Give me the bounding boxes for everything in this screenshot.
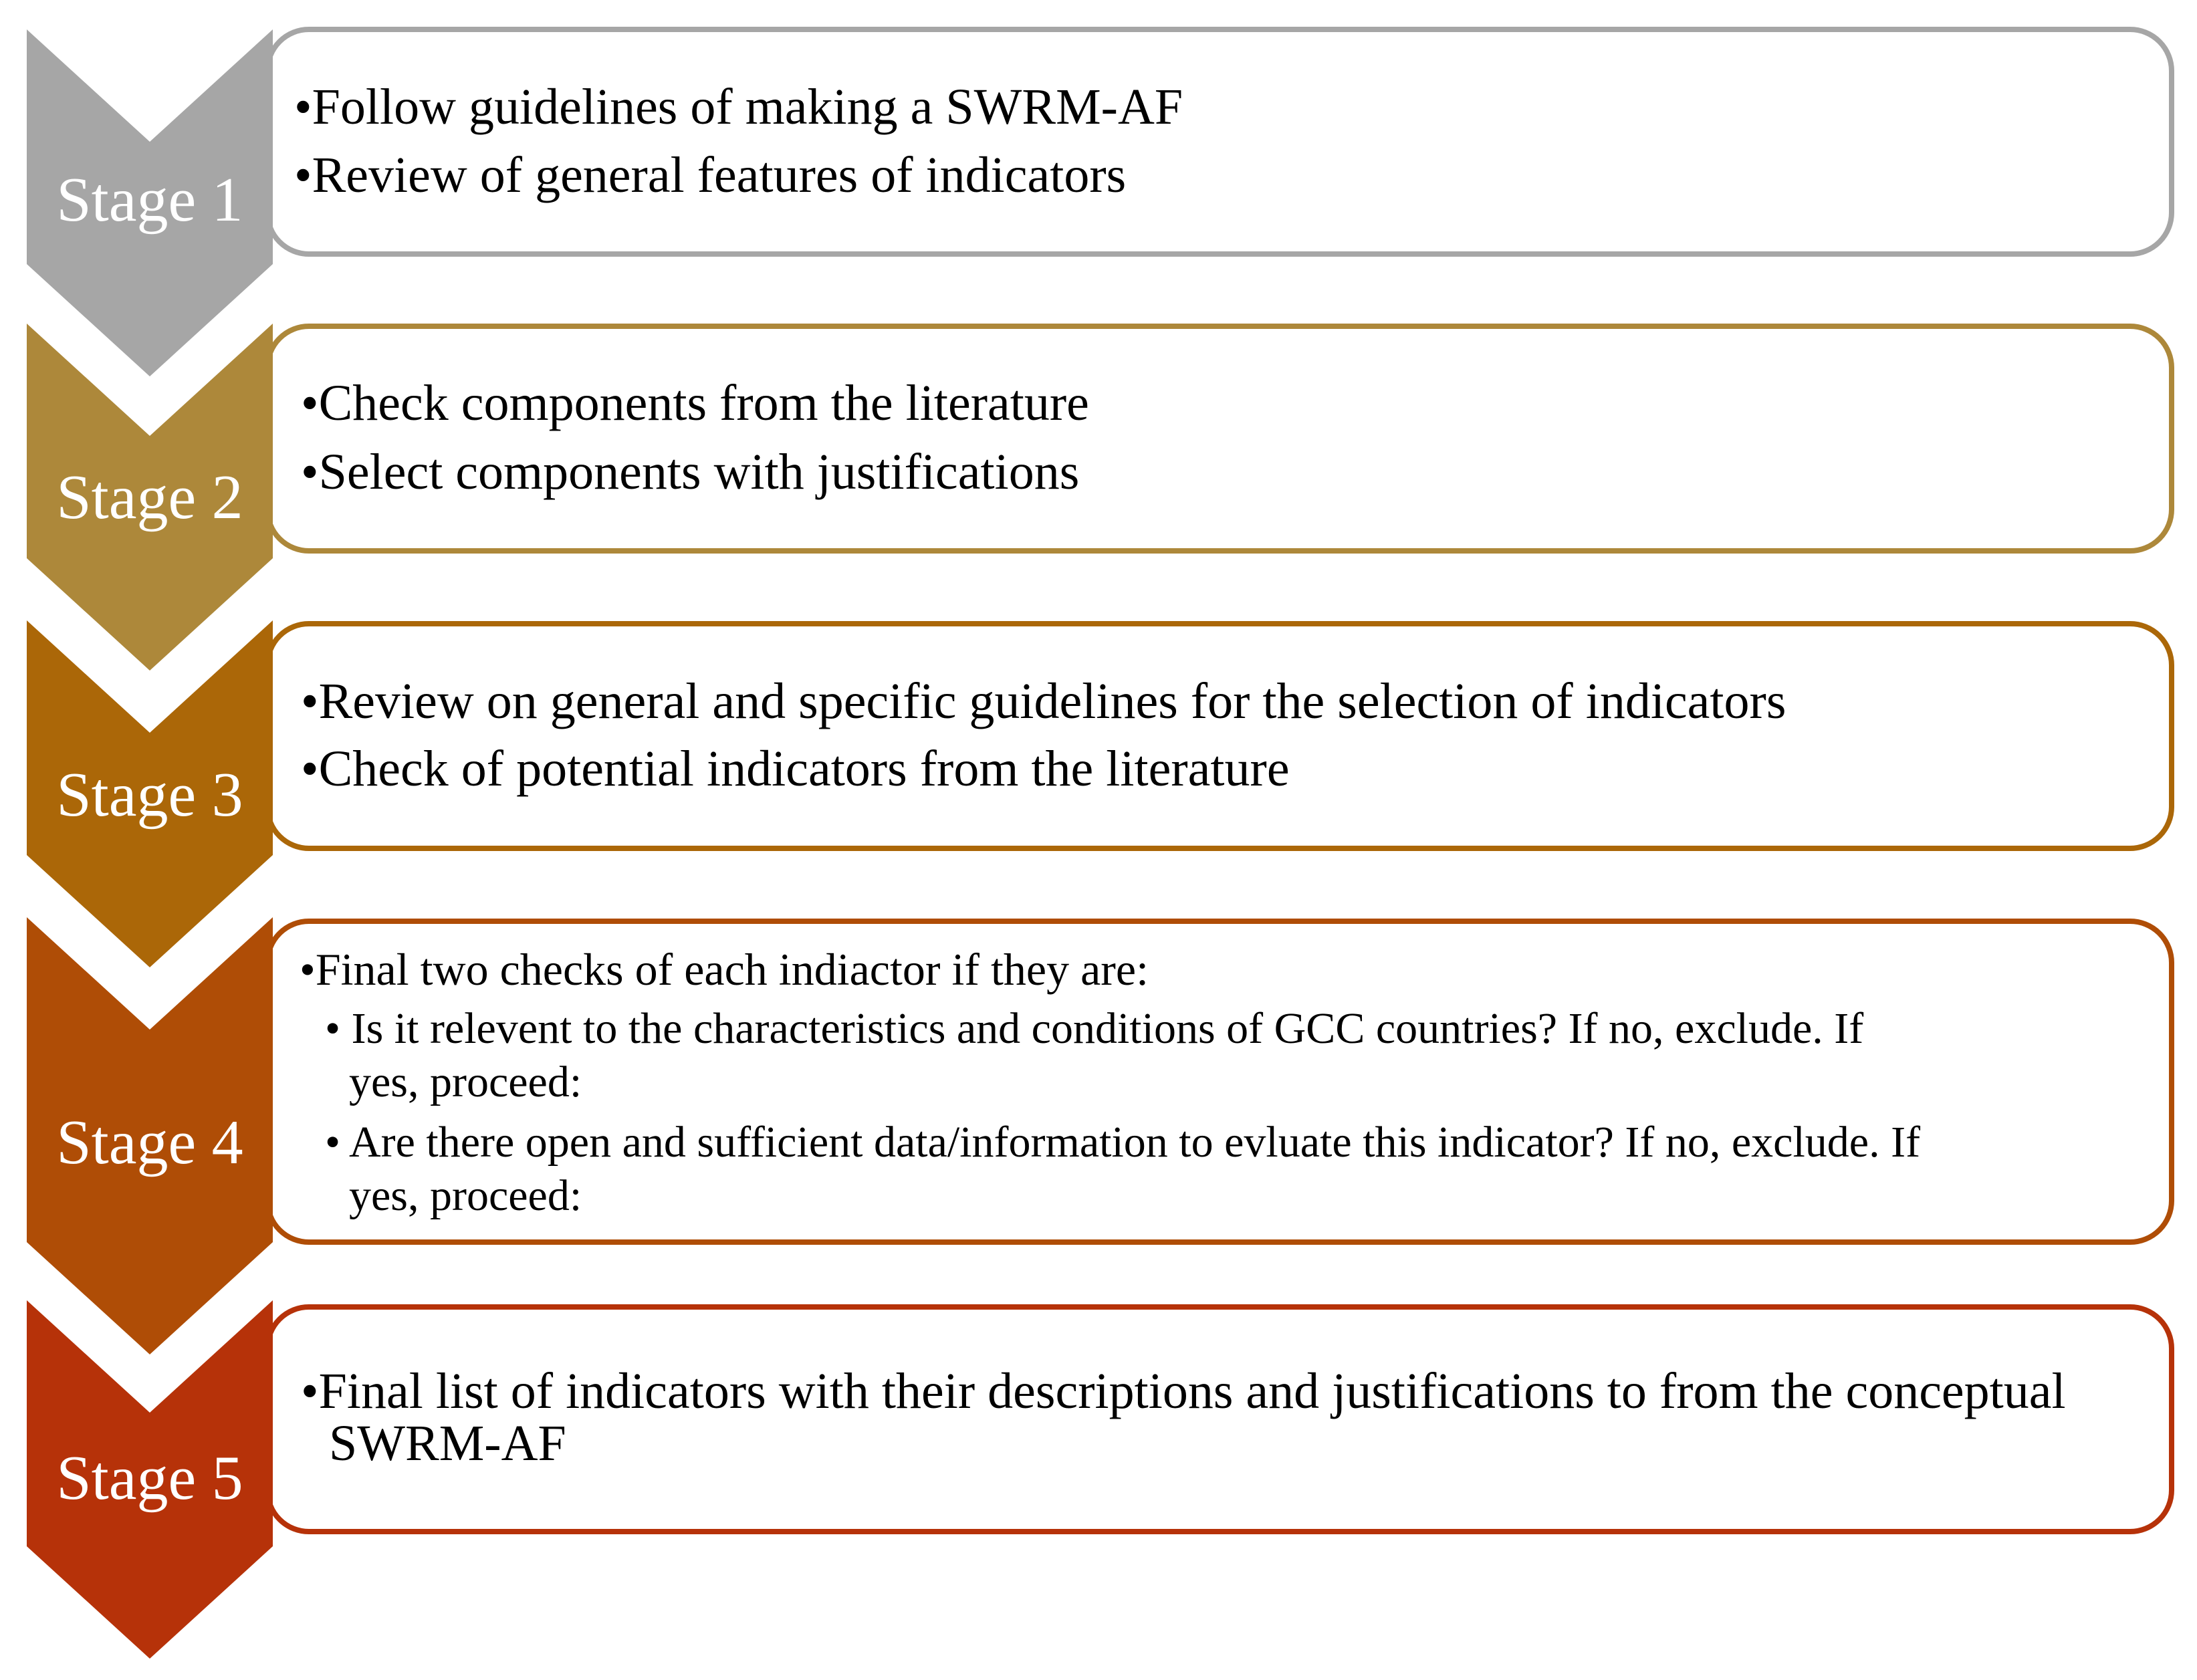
stage-3-bullet-2: •Check of potential indicators from the literature	[301, 741, 1290, 797]
sub-bullet-1-text: Is it relevent to the characteristics and conditions of GCC countries? If no, exclude. If	[351, 1004, 1864, 1053]
stage-1-bullet-1: •Follow guidelines of making a SWRM-AF	[294, 79, 1183, 135]
wrapped-line: yes, proceed:	[349, 1058, 582, 1106]
wrapped-line: yes, proceed:	[349, 1171, 582, 1220]
stage-2-bullet-2: •Select components with justifications	[301, 444, 1080, 500]
stage-3-label: Stage 3	[56, 760, 243, 830]
bullet-dot: •	[294, 79, 312, 135]
bullet-dot: •	[294, 147, 312, 203]
sub-bullet-2-text: Are there open and sufficient data/information to evluate this indicator? If no, exclude. If	[348, 1118, 1921, 1167]
stage-1-bullet-2: •Review of general features of indicators	[294, 147, 1127, 203]
bullet-dot: •	[300, 944, 316, 995]
stage-5	[27, 1300, 2172, 1659]
wrapped-line: SWRM-AF	[329, 1415, 566, 1471]
stage-1-label: Stage 1	[56, 165, 243, 235]
stage-2-label: Stage 2	[56, 463, 243, 532]
bullet-dot: •	[301, 673, 319, 729]
bullet-dot: •	[301, 741, 319, 797]
stage-5-bullet-text: Final list of indicators with their descriptions and justifications to from the conceptual	[318, 1363, 2066, 1419]
bullet-dot: •	[301, 444, 319, 500]
stage-2	[27, 324, 2172, 671]
stage-2-box	[267, 326, 2172, 551]
bullet-dot: •	[325, 1004, 352, 1053]
stage-3-box	[267, 624, 2172, 848]
bullet-dot: •	[325, 1118, 349, 1167]
stage-4-label: Stage 4	[56, 1108, 243, 1177]
stage-3	[27, 620, 2172, 967]
stage-1-box	[267, 29, 2172, 254]
stage-5-label: Stage 5	[56, 1443, 243, 1513]
bullet-dot: •	[301, 375, 319, 431]
stage-4-bullet-1: •Final two checks of each indiactor if they are:	[300, 944, 1149, 995]
stage-2-bullet-1: •Check components from the literature	[301, 375, 1089, 431]
stage-4	[27, 917, 2172, 1354]
stage-3-bullet-1: •Review on general and specific guidelines for the selection of indicators	[301, 673, 1786, 729]
bullet-dot: •	[301, 1363, 319, 1419]
